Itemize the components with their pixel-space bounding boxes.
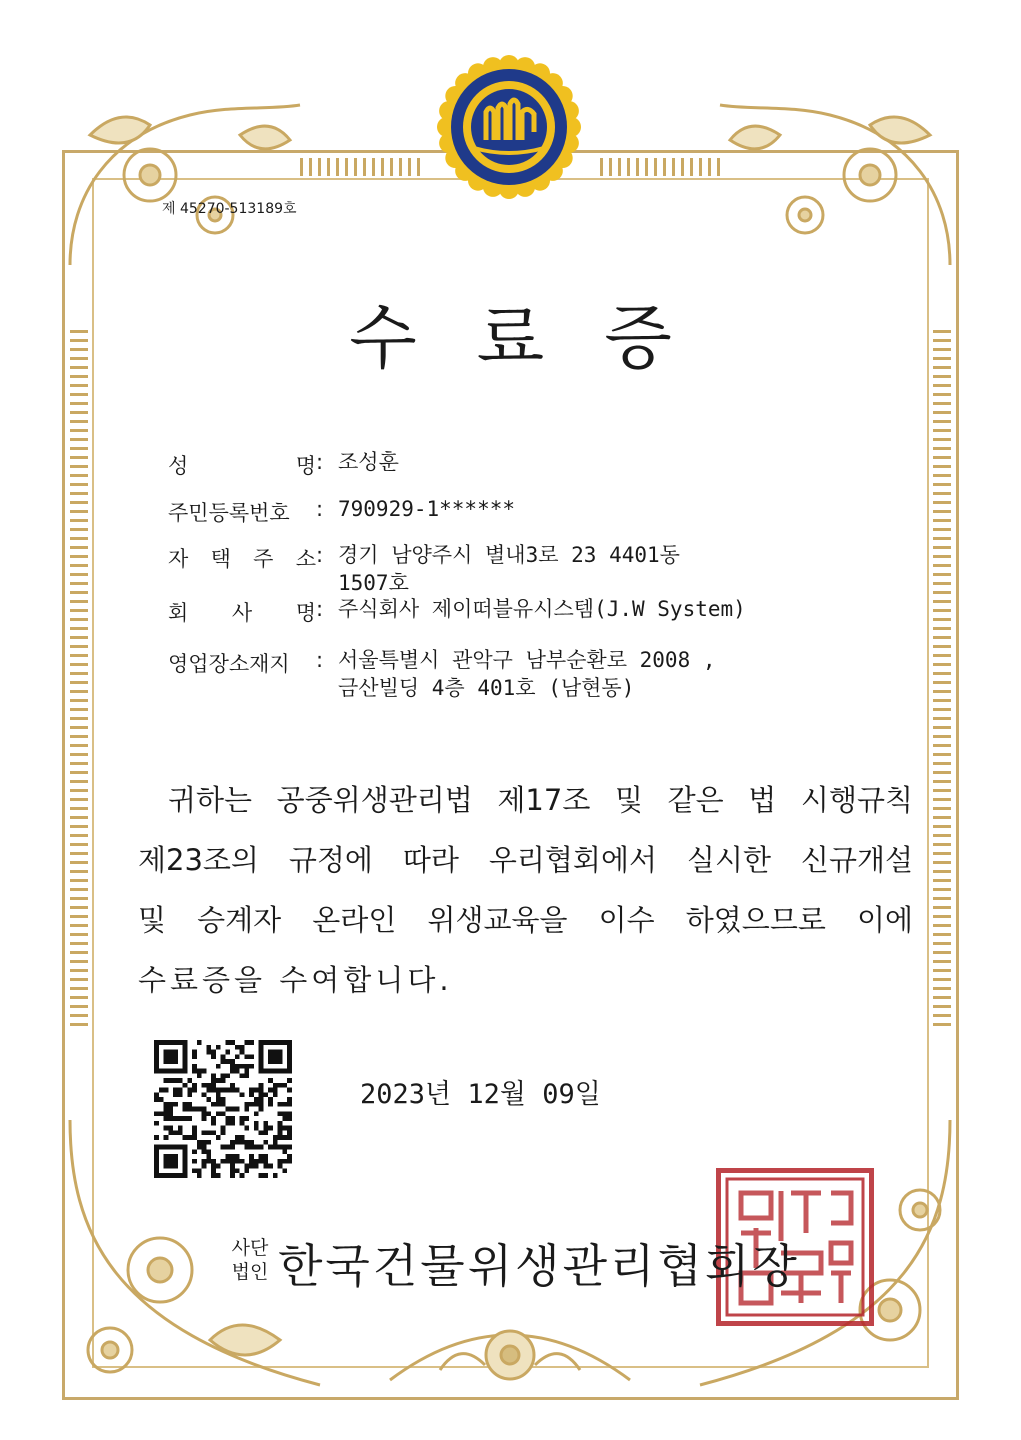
field-value [338,448,399,476]
field-colon: : [316,597,324,621]
statement-line: 제23조의 규정에 따라 우리협회에서 실시한 신규개설 [138,843,913,877]
field-value-line: 790929-1****** [338,497,516,521]
field-label [168,497,316,527]
field-value [338,646,716,702]
field-label-part: 명 [295,601,316,625]
org-prefix-line: 법인 [231,1261,269,1283]
field-label-part: 자 [168,547,189,571]
field-label [168,543,316,573]
field-colon: : [316,543,324,567]
statement-line: 수료증을 수여합니다. [138,963,453,997]
field-value-line: 주식회사 제이떠블유시스템(J.W System) [338,597,746,621]
top-right-fret-band [600,158,720,176]
top-left-floral-ornament [50,75,310,285]
certificate-number: 제 45270-513189호 [162,201,297,217]
qr-code-icon[interactable] [152,1040,294,1178]
field-label [168,597,316,627]
left-fret-band [70,330,88,1030]
field-label-part: 택 [210,547,231,571]
field-value [338,495,515,523]
top-right-floral-ornament [710,75,970,285]
field-label-part: 회 [168,601,189,625]
field-label-part: 주 [253,547,274,571]
page-title: 수료증 [349,297,732,379]
field-colon: : [316,450,324,474]
issue-date: 2023년 12월 09일 [360,1079,601,1110]
statement-line: 귀하는 공중위생관리법 제17조 및 같은 법 시행규칙 [168,783,913,817]
field-label-part: 주민등록번호 [168,501,290,525]
certificate-statement [138,770,913,1010]
issuing-organization: 한국건물위생관리협회장 [278,1239,800,1293]
org-prefix-line: 사단 [231,1237,269,1259]
field-value [338,595,746,623]
field-value-line: 서울특별시 관악구 남부순환로 2008 , [338,648,716,672]
field-value-line: 1507호 [338,571,409,595]
field-colon: : [316,648,324,672]
statement-line: 및 승계자 온라인 위생교육을 이수 하였으므로 이에 [138,903,913,937]
field-label-part: 명 [295,454,316,478]
field-value [338,541,680,597]
association-emblem-icon [434,52,584,202]
field-label-part: 사 [231,601,253,625]
field-value-line: 금산빌딩 4층 401호 (남현동) [338,676,635,700]
bottom-center-floral-ornament [380,1300,640,1400]
field-value-line: 조성훈 [338,450,399,474]
top-left-fret-band [300,158,420,176]
field-value-line: 경기 남양주시 별내3로 23 4401동 [338,543,680,567]
field-label-part: 성 [168,454,189,478]
org-type-prefix [228,1236,272,1284]
field-label-part: 영업장소재지 [168,652,290,676]
field-label-part: 소 [295,547,316,571]
field-colon: : [316,497,324,521]
right-fret-band [933,330,951,1030]
field-label [168,450,316,480]
field-label [168,648,316,678]
